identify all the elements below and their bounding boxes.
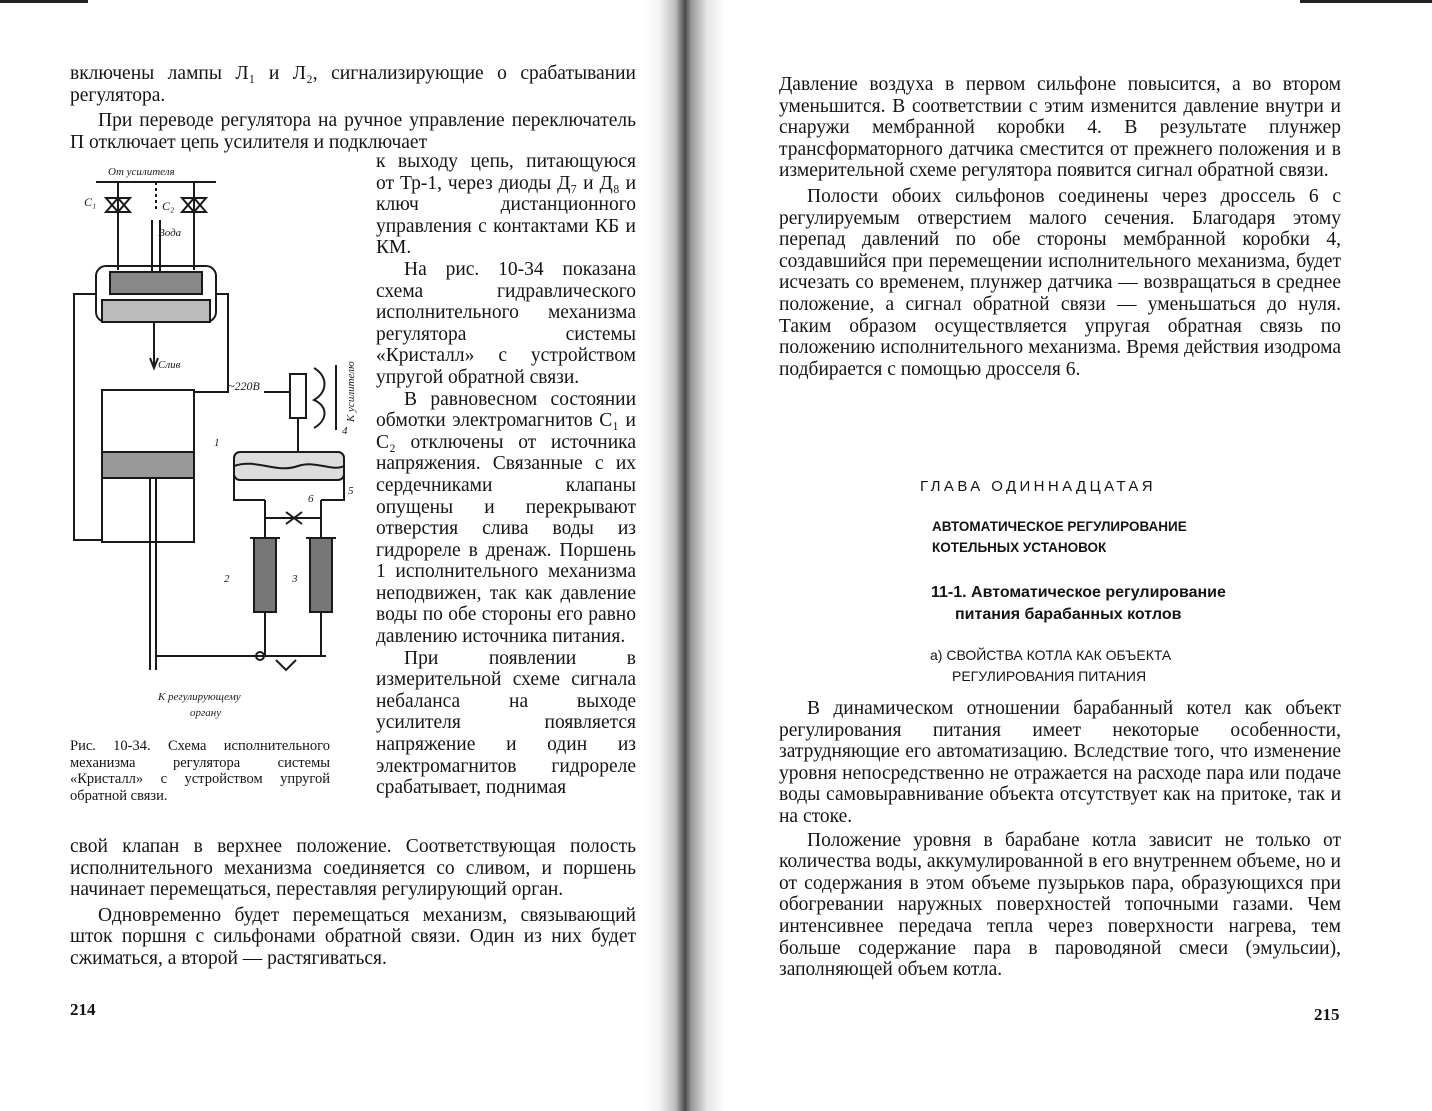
right-para-4: Положение уровня в барабане котла зависит не только от количества воды, аккумулированной в его внутреннем объеме, но и от содержания в этом объеме пузырьков пара, образующихся при обогревании наружных поверхностей топочными газами. Чем интенсивнее передача тепла через поверхности нагрева, тем больше содержание пара в пароводяной смеси (эмульсии), заполняющей объем котла. (779, 829, 1341, 981)
right-para-2: Полости обоих сильфонов соединены через дроссель 6 с регулируемым отверстием малого сечения. Благодаря этому перепад давлений по обе стороны мембранной коробки 4, создавшийся при перемещении исполнительного механизма, будет исчезать со временем, плунжер датчика — возвращаться в среднее положение, а сигнал обратной связи — уменьшаться до нуля. Таким образом осуществляется упругая обратная связь по положению исполнительного механизма. Время действия изодрома подбирается с помощью дросселя 6. (779, 185, 1341, 380)
label-6: 6 (308, 493, 314, 505)
left-para-2-cont: к выходу цепь, питающуюся от Тр-1, через диоды Д₇ и Д₈ и ключ дистанционного управления с контактами КБ и КМ. (376, 151, 636, 259)
label-c2: C₂ (162, 199, 175, 213)
label-water: Вода (158, 227, 182, 239)
label-1: 1 (214, 437, 220, 449)
label-c1: C₁ (84, 195, 97, 209)
label-3: 3 (292, 573, 298, 585)
subsubsection-heading (930, 645, 1171, 687)
book-gutter (645, 0, 725, 1111)
figure-caption: Рис. 10-34. Схема исполнительного механизма регулятора системы «Кристалл» с устройством упругой обратной связи. (70, 738, 330, 804)
left-para-5: При появлении в измерительной схеме сигнала небаланса на выходе усилителя появляется напряжение и один из электромагнитов гидрореле срабатывает, поднимая (376, 647, 636, 799)
right-para-1: Давление воздуха в первом сильфоне повысится, а во втором уменьшится. В соответствии с этим изменится давление внутри и снаружи мембранной коробки 4. В результате плунжер трансформаторного датчика сместится от прежнего положения и в измерительной схеме регулятора появится сигнал обратной связи. (779, 74, 1341, 182)
label-bottom-1: К регулирующему (158, 691, 241, 703)
label-amp: К усилителю (345, 361, 357, 422)
subsubsection-heading-line-2: РЕГУЛИРОВАНИЯ ПИТАНИЯ (952, 668, 1147, 684)
subsection-heading-line-1: 11-1. Автоматическое регулирование (931, 584, 1226, 601)
subsubsection-heading-line-1: а) СВОЙСТВА КОТЛА КАК ОБЪЕКТА (930, 647, 1172, 663)
page-number-left: 214 (70, 1000, 96, 1019)
section-heading-line-2: КОТЕЛЬНЫХ УСТАНОВОК (932, 540, 1107, 555)
bellows-3 (310, 538, 332, 612)
left-bottom-text (70, 836, 636, 970)
left-page (0, 0, 645, 1111)
left-para-4: В равновесном состоянии обмотки электромагнитов С₁ и С₂ отключены от источника напряжения. Связанные с их сердечниками клапаны опущены и перекрывают отверстия слива воды из гидрореле в дренаж. Поршень 1 исполнительного механизма неподвижен, так как давление воды по обе стороны его равно давлению источника питания. (376, 388, 636, 648)
left-para-6: Одновременно будет перемещаться механизм, связывающий шток поршня с сильфонами обратной связи. Один из них будет сжиматься, а второй — растягиваться. (70, 904, 636, 969)
transformer-sensor (290, 374, 306, 418)
section-heading-line-1: АВТОМАТИЧЕСКОЕ РЕГУЛИРОВАНИЕ (932, 519, 1187, 534)
chapter-heading: ГЛАВА ОДИННАДЦАТАЯ (920, 478, 1157, 495)
label-voltage: ~220В (228, 379, 260, 393)
label-drain: Слив (158, 359, 181, 371)
label-top: От усилителя (108, 166, 175, 178)
label-2: 2 (224, 573, 230, 585)
label-bottom-2: органу (190, 707, 222, 719)
left-para-3: На рис. 10-34 показана схема гидравлического исполнительного механизма регулятора системы «Кристалл» с устройством упругой обратной связи. (376, 258, 636, 388)
right-top-text (779, 74, 1341, 380)
left-para-2: При переводе регулятора на ручное управление переключатель П отключает цепь усилителя и подключает (70, 110, 636, 153)
left-para-1: включены лампы Л₁ и Л₂, сигнализирующие о срабатывании регулятора. (70, 63, 636, 106)
label-4: 4 (342, 425, 348, 437)
piston-1 (102, 452, 194, 478)
label-5: 5 (348, 485, 354, 497)
right-para-3: В динамическом отношении барабанный котел как объект регулирования питания имеет некоторые особенности, затрудняющие его автоматизацию. Вследствие того, что изменение уровня непосредственно не отражается на расходе пара или подаче воды самовыравнивание объекта отсутствует как на притоке, так и на стоке. (779, 698, 1341, 827)
page-number-right: 215 (1314, 1005, 1340, 1024)
bellows-2 (254, 538, 276, 612)
left-wrap-text (376, 151, 636, 799)
left-para-5-cont: свой клапан в верхнее положение. Соответствующая полость исполнительного механизма соединяется со сливом, и поршень начинает перемещаться, переставляя регулирующий орган. (70, 836, 636, 901)
figure-10-34 (66, 160, 376, 760)
right-bottom-text (779, 698, 1341, 981)
left-top-text (70, 63, 636, 153)
subsection-heading (931, 582, 1226, 626)
section-heading (932, 516, 1187, 558)
subsection-heading-line-2: питания барабанных котлов (955, 606, 1182, 623)
